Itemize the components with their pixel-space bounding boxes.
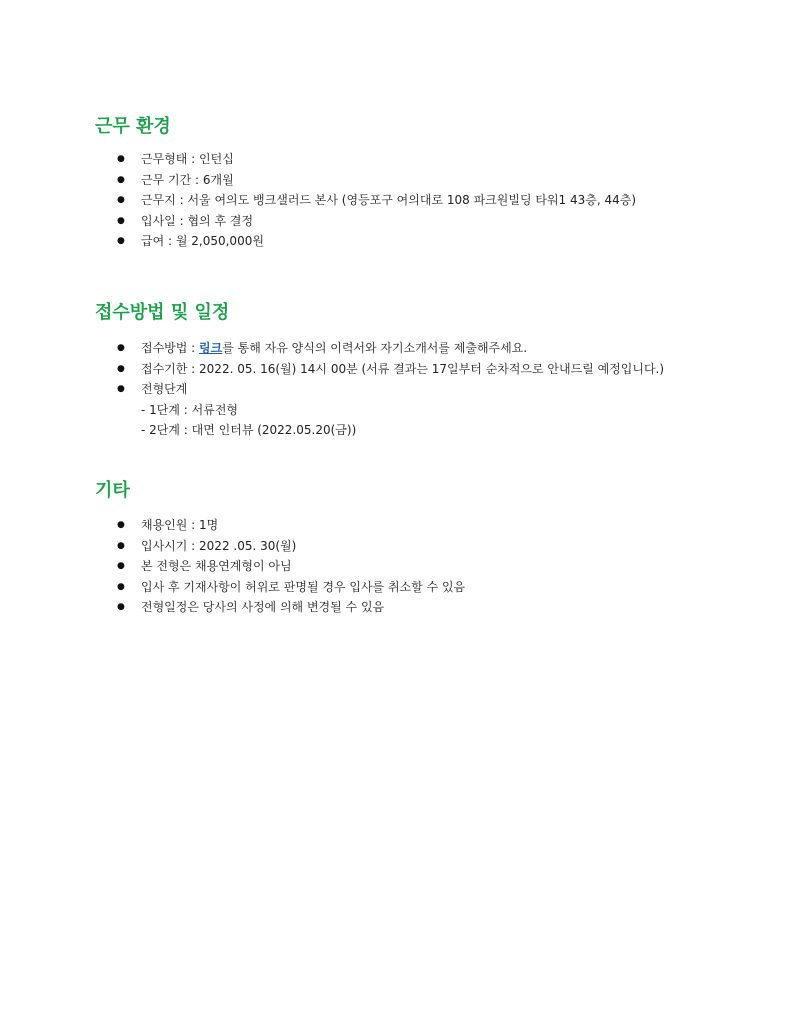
list-item-text: 근무지 : 서울 여의도 뱅크샐러드 본사 (영등포구 여의대로 108 파크원빌딩 타워1 43층, 44층) <box>141 193 637 207</box>
list-item-text: - 2단계 : 대면 인터뷰 (2022.05.20(금)) <box>141 423 357 437</box>
list-item-text: 입사 후 기재사항이 허위로 판명될 경우 입사를 취소할 수 있음 <box>141 579 466 594</box>
bullet-icon: ● <box>117 384 125 394</box>
list-item-text: 급여 : 월 2,050,000원 <box>141 234 264 248</box>
list-item-text: 전형단계 <box>141 382 188 396</box>
bullet-icon: ● <box>117 520 125 530</box>
list-item-text: - 1단계 : 서류전형 <box>141 402 239 417</box>
section-title-etc: 기타 <box>95 480 130 501</box>
bullet-icon: ● <box>117 581 125 592</box>
section-title-application: 접수방법 및 일정 <box>95 302 230 323</box>
bullet-icon: ● <box>117 236 125 246</box>
method-prefix: 접수방법 : <box>141 341 200 355</box>
list-item-text: 채용인원 : 1명 <box>141 518 219 532</box>
list-item-text: 전형일정은 당사의 사정에 의해 변경될 수 있음 <box>141 600 385 614</box>
method-suffix: 를 통해 자유 양식의 이력서와 자기소개서를 제출해주세요. <box>222 341 528 355</box>
section-title-work-environment: 근무 환경 <box>95 116 171 137</box>
list-item-text: 근무 기간 : 6개월 <box>141 172 234 187</box>
bullet-icon: ● <box>117 195 125 205</box>
bullet-icon: ● <box>117 174 125 185</box>
list-item-text: 근무형태 : 인턴십 <box>141 152 234 166</box>
list-item-text <box>141 338 527 359</box>
bullet-icon: ● <box>117 602 125 612</box>
bullet-icon: ● <box>117 363 125 374</box>
application-link[interactable]: 링크 <box>199 341 223 355</box>
list-item-text: 본 전형은 채용연계형이 아님 <box>141 559 292 573</box>
bullet-icon: ● <box>117 215 125 226</box>
list-item-text: 입사시기 : 2022 .05. 30(월) <box>141 538 297 553</box>
bullet-icon: ● <box>117 540 125 551</box>
list-item-text: 입사일 : 협의 후 결정 <box>141 213 254 228</box>
bullet-icon: ● <box>117 343 125 353</box>
bullet-icon: ● <box>117 561 125 571</box>
bullet-icon: ● <box>117 154 125 164</box>
list-item-text: 접수기한 : 2022. 05. 16(월) 14시 00분 (서류 결과는 17일부터 순차적으로 안내드릴 예정입니다.) <box>141 361 665 376</box>
